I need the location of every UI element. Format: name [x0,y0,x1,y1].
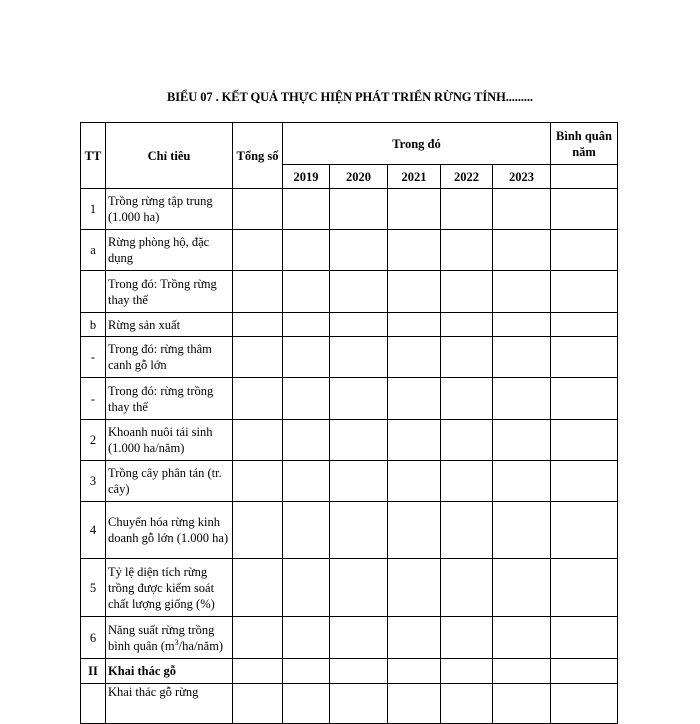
value-cell [493,189,551,230]
value-cell [330,461,388,502]
value-cell [441,684,493,724]
value-cell [233,502,283,559]
row-label: Khai thác gỗ [106,659,233,684]
table-row [81,659,618,684]
table-row [81,684,618,724]
value-cell [283,461,330,502]
value-cell [233,559,283,617]
value-cell [283,420,330,461]
value-cell [388,420,441,461]
value-cell [551,271,618,313]
value-cell [388,617,441,659]
value-cell [493,461,551,502]
value-cell [441,337,493,378]
value-cell [388,659,441,684]
value-cell [493,313,551,337]
row-number: II [81,659,106,684]
value-cell [233,461,283,502]
row-number: 1 [81,189,106,230]
value-cell [441,559,493,617]
header-year-2022: 2022 [441,165,493,189]
value-cell [330,502,388,559]
value-cell [493,271,551,313]
value-cell [283,559,330,617]
row-number [81,684,106,724]
value-cell [233,659,283,684]
value-cell [233,271,283,313]
value-cell [330,617,388,659]
value-cell [493,378,551,420]
value-cell [330,420,388,461]
row-label: Khai thác gỗ rừng [106,684,233,724]
row-label: Rừng phòng hộ, đặc dụng [106,230,233,271]
value-cell [283,271,330,313]
value-cell [233,420,283,461]
value-cell [283,659,330,684]
value-cell [283,230,330,271]
value-cell [441,502,493,559]
value-cell [388,337,441,378]
table-row [81,189,618,230]
value-cell [283,337,330,378]
value-cell [283,684,330,724]
value-cell [441,461,493,502]
value-cell [551,378,618,420]
value-cell [551,337,618,378]
row-label: Trong đó: rừng thâm canh gỗ lớn [106,337,233,378]
row-number: b [81,313,106,337]
row-label: Rừng sản xuất [106,313,233,337]
header-year-2019: 2019 [283,165,330,189]
value-cell [388,559,441,617]
value-cell [493,337,551,378]
value-cell [330,230,388,271]
header-annual-average-blank [551,165,618,189]
value-cell [441,313,493,337]
row-number: 4 [81,502,106,559]
value-cell [233,230,283,271]
table-row [81,559,618,617]
value-cell [551,461,618,502]
value-cell [493,684,551,724]
row-label: Trồng cây phân tán (tr. cây) [106,461,233,502]
table-row [81,337,618,378]
value-cell [493,502,551,559]
value-cell [330,684,388,724]
value-cell [493,659,551,684]
value-cell [551,659,618,684]
value-cell [493,230,551,271]
value-cell [388,230,441,271]
value-cell [233,617,283,659]
row-label-text: Năng suất rừng trồng bình quân (m [108,622,215,653]
value-cell [493,617,551,659]
row-label: Trồng rừng tập trung (1.000 ha) [106,189,233,230]
header-of-which: Trong đó [283,123,551,165]
superscript-3: 3 [174,637,179,647]
row-label: Chuyển hóa rừng kinh doanh gỗ lớn (1.000 ha) [106,502,233,559]
value-cell [233,378,283,420]
value-cell [283,313,330,337]
value-cell [283,617,330,659]
value-cell [330,337,388,378]
forest-development-table [80,122,618,724]
row-number: 5 [81,559,106,617]
value-cell [283,189,330,230]
value-cell [441,617,493,659]
value-cell [441,230,493,271]
value-cell [330,189,388,230]
value-cell [493,420,551,461]
header-annual-average: Bình quân năm [551,123,618,165]
row-number: 6 [81,617,106,659]
value-cell [551,684,618,724]
value-cell [283,378,330,420]
row-label: Khoanh nuôi tái sinh (1.000 ha/năm) [106,420,233,461]
value-cell [330,659,388,684]
header-year-2020: 2020 [330,165,388,189]
value-cell [388,378,441,420]
row-label: Tỷ lệ diện tích rừng trồng được kiểm soát chất lượng giống (%) [106,559,233,617]
value-cell [388,313,441,337]
row-number: - [81,378,106,420]
value-cell [233,313,283,337]
value-cell [233,189,283,230]
value-cell [330,313,388,337]
table-row [81,617,618,659]
table-row [81,230,618,271]
value-cell [330,271,388,313]
value-cell [441,420,493,461]
value-cell [551,420,618,461]
value-cell [330,378,388,420]
value-cell [441,659,493,684]
row-number: 3 [81,461,106,502]
value-cell [493,559,551,617]
header-year-2021: 2021 [388,165,441,189]
table-row [81,502,618,559]
header-indicator: Chỉ tiêu [106,123,233,189]
header-total: Tổng số [233,123,283,189]
value-cell [441,271,493,313]
header-tt: TT [81,123,106,189]
value-cell [388,684,441,724]
value-cell [551,230,618,271]
value-cell [551,559,618,617]
value-cell [551,617,618,659]
value-cell [441,378,493,420]
table-row [81,420,618,461]
table-row [81,378,618,420]
value-cell [233,684,283,724]
value-cell [388,502,441,559]
row-number: 2 [81,420,106,461]
value-cell [330,559,388,617]
table-row [81,461,618,502]
value-cell [551,313,618,337]
row-label: Trong đó: rừng trồng thay thế [106,378,233,420]
table-row [81,313,618,337]
row-number [81,271,106,313]
row-label-unit: /ha/năm) [178,638,224,653]
value-cell [233,337,283,378]
value-cell [283,502,330,559]
value-cell [388,189,441,230]
row-number: - [81,337,106,378]
row-number: a [81,230,106,271]
table-row [81,271,618,313]
row-label: Trong đó: Trồng rừng thay thế [106,271,233,313]
header-year-2023: 2023 [493,165,551,189]
value-cell [551,502,618,559]
row-label [106,617,233,659]
document-title: BIỂU 07 . KẾT QUẢ THỰC HIỆN PHÁT TRIỂN RỪNG TỈNH......... [167,90,533,104]
value-cell [551,189,618,230]
value-cell [388,271,441,313]
value-cell [388,461,441,502]
value-cell [441,189,493,230]
